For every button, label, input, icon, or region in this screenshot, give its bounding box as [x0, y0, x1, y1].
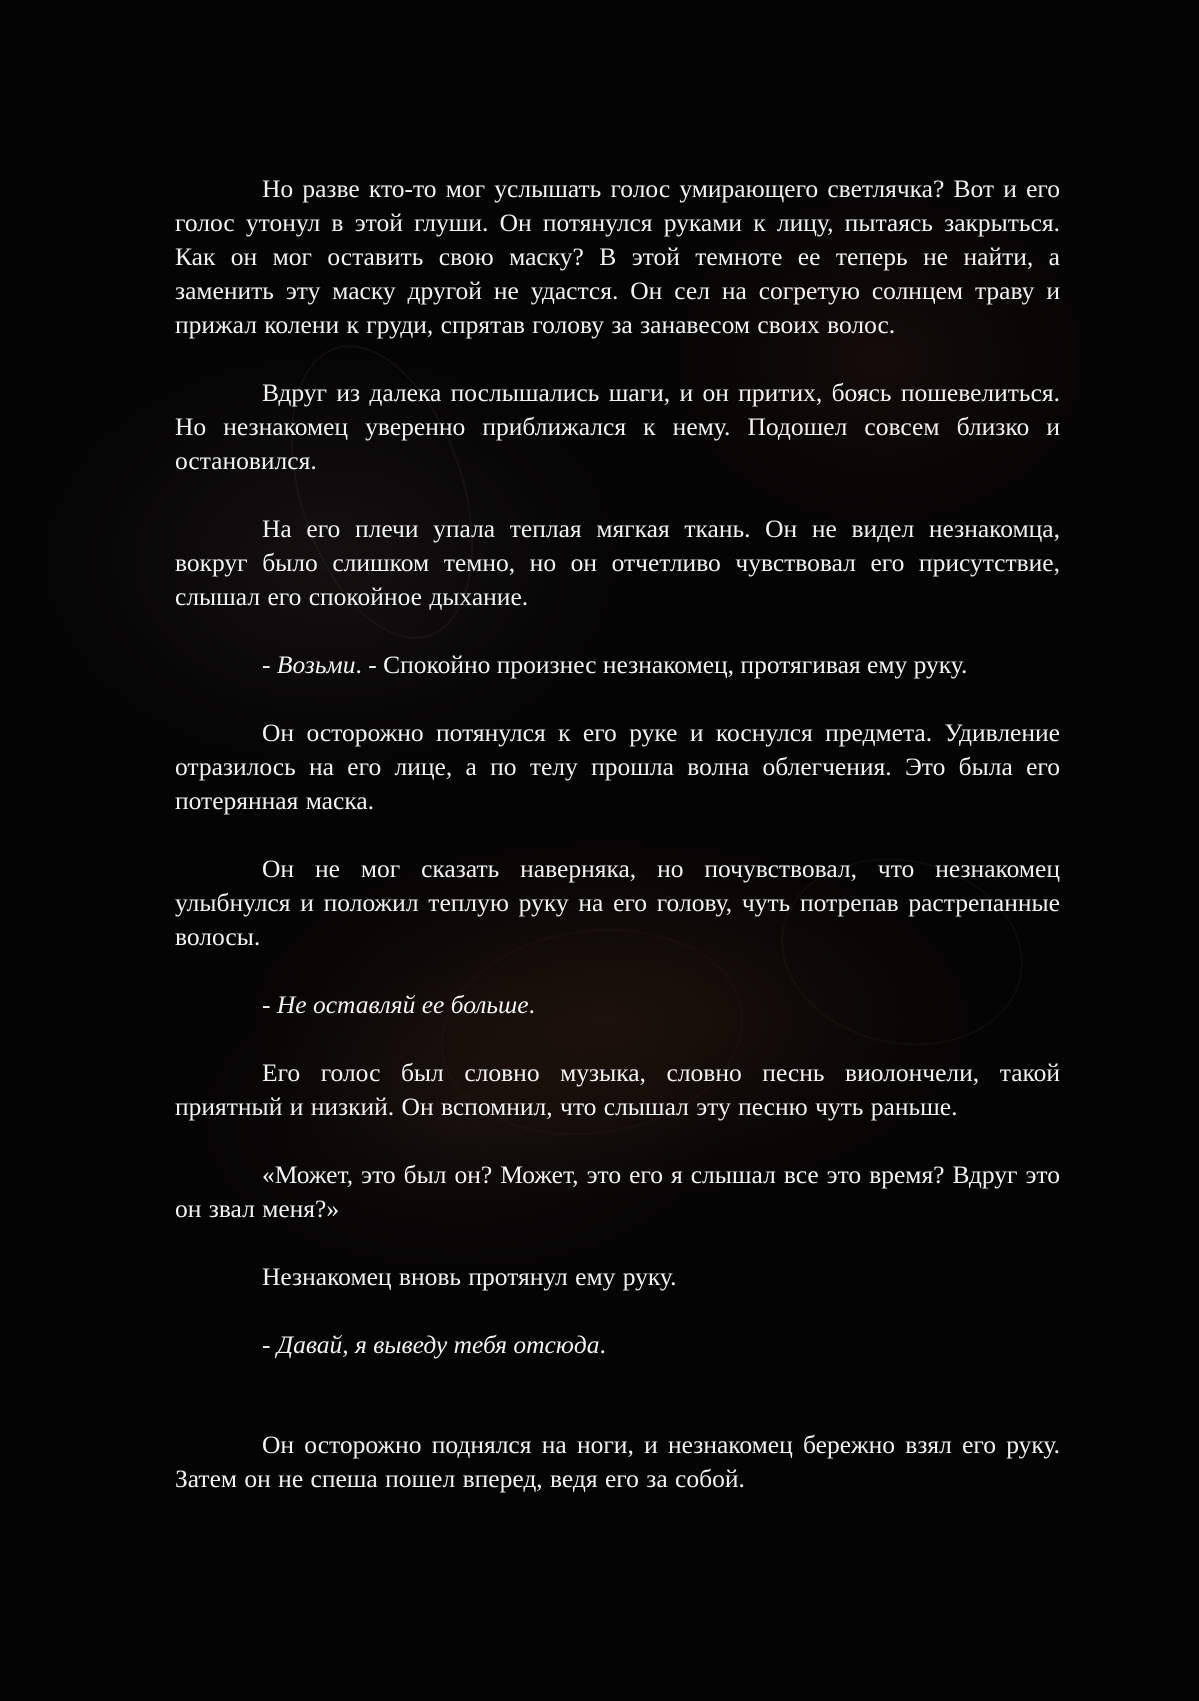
dialogue-narration: . - Спокойно произнес незнакомец, протягивая ему руку. [355, 650, 968, 679]
dialogue-speech: Давай, я выведу тебя отсюда [276, 1330, 600, 1359]
dialogue-line [175, 1328, 1060, 1362]
dialogue-punctuation: . [599, 1330, 606, 1359]
dialogue-dash: - [262, 990, 277, 1019]
dialogue-speech: Не оставляй ее больше [276, 990, 529, 1019]
story-text [175, 172, 1060, 1496]
dialogue-dash: - [262, 650, 277, 679]
paragraph: Он осторожно потянулся к его руке и коснулся предмета. Удивление отразилось на его лице, а по телу прошла волна облегчения. Это была его потерянная маска. [175, 718, 1060, 815]
paragraph: Его голос был словно музыка, словно песнь виолончели, такой приятный и низкий. Он вспомнил, что слышал эту песню чуть раньше. [175, 1058, 1060, 1121]
dialogue-line [175, 988, 1060, 1022]
paragraph: «Может, это был он? Может, это его я слышал все это время? Вдруг это он звал меня?» [175, 1160, 1060, 1223]
dialogue-punctuation: . [528, 990, 535, 1019]
dialogue-line [175, 648, 1060, 682]
dialogue-dash: - [262, 1330, 277, 1359]
dialogue-speech: Возьми [276, 650, 356, 679]
paragraph: Незнакомец вновь протянул ему руку. [262, 1262, 677, 1291]
paragraph: Он осторожно поднялся на ноги, и незнакомец бережно взял его руку. Затем он не спеша пошел вперед, ведя его за собой. [175, 1430, 1060, 1493]
paragraph: Вдруг из далека послышались шаги, и он притих, боясь пошевелиться. Но незнакомец уверенно приближался к нему. Подошел совсем близко и остановился. [175, 378, 1060, 475]
paragraph: На его плечи упала теплая мягкая ткань. Он не видел незнакомца, вокруг было слишком темно, но он отчетливо чувствовал его присутствие, слышал его спокойное дыхание. [175, 514, 1060, 611]
paragraph: Но разве кто-то мог услышать голос умирающего светлячка? Вот и его голос утонул в этой глуши. Он потянулся руками к лицу, пытаясь закрыться. Как он мог оставить свою маску? В этой темноте ее теперь не найти, а заменить эту маску другой не удастся. Он сел на согретую солнцем траву и прижал колени к груди, спрятав голову за занавесом своих волос. [175, 174, 1060, 339]
paragraph: Он не мог сказать наверняка, но почувствовал, что незнакомец улыбнулся и положил теплую руку на его голову, чуть потрепав растрепанные волосы. [175, 854, 1060, 951]
